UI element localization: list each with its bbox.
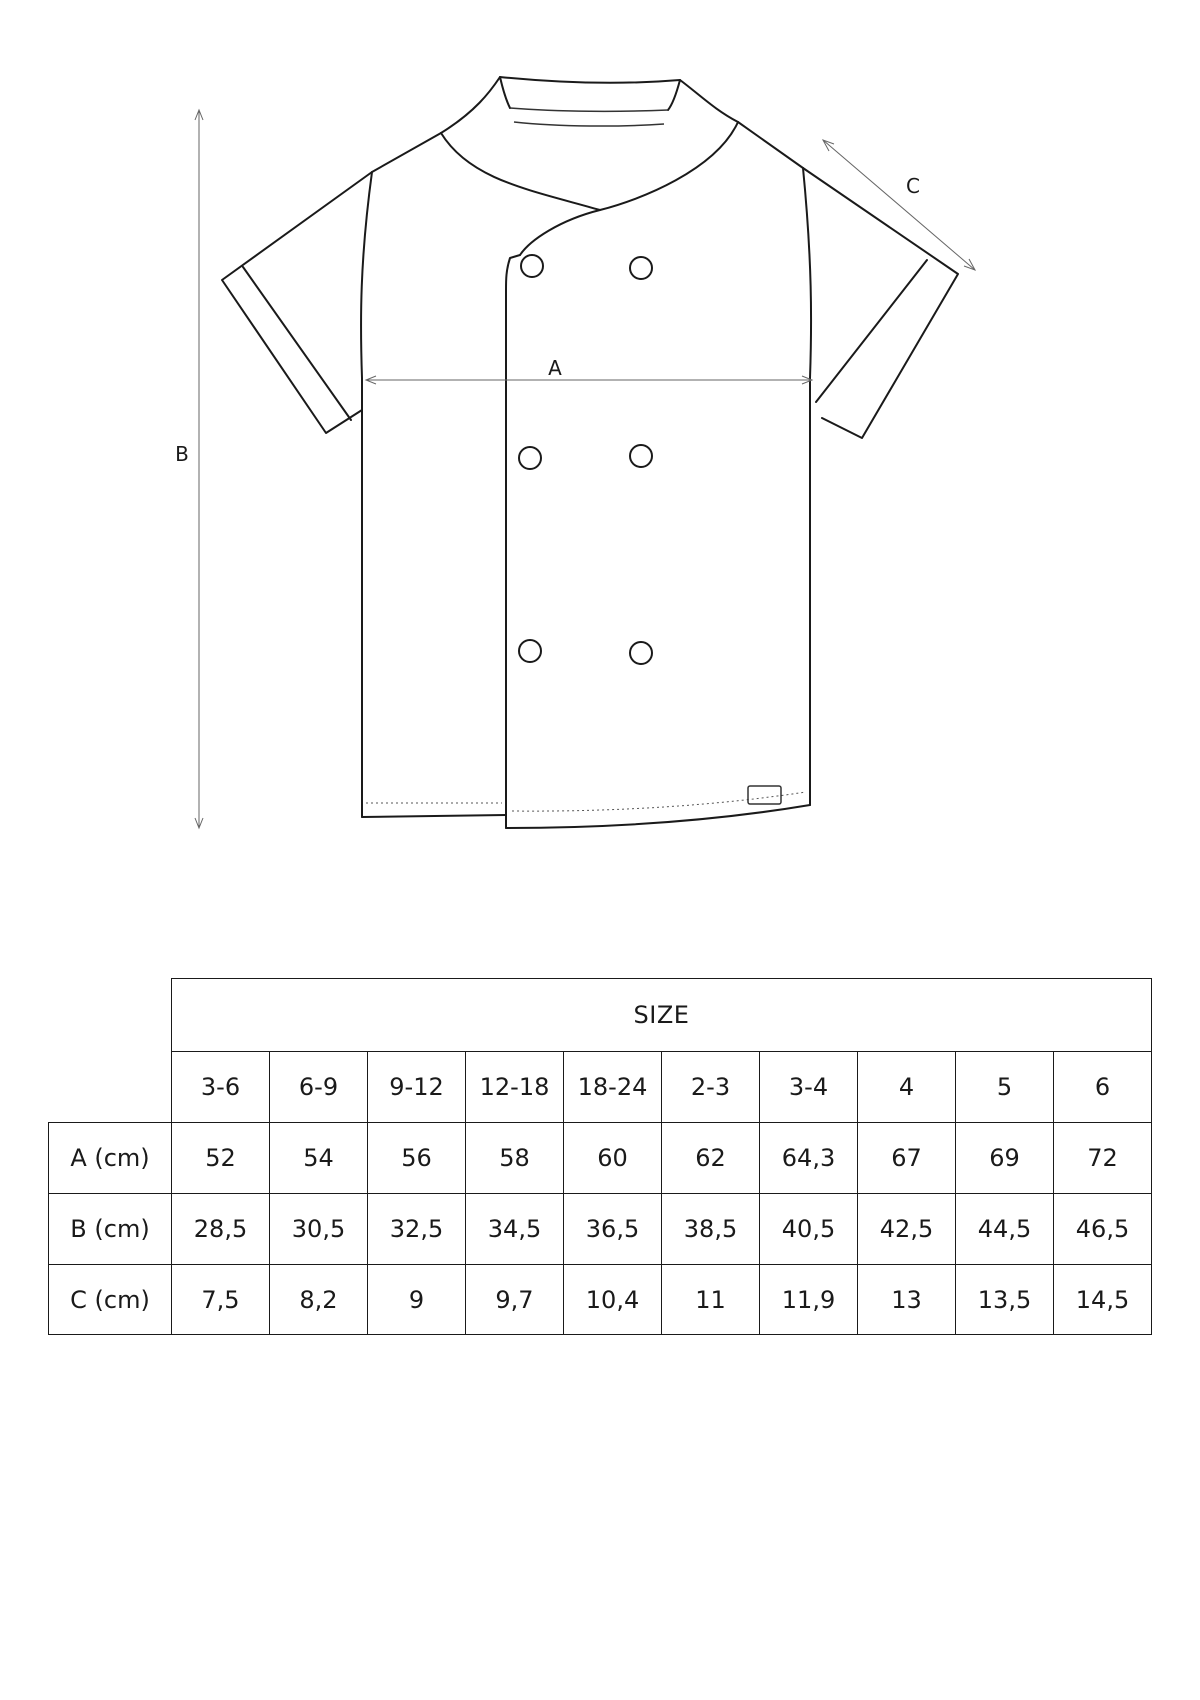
table-cell: 11 xyxy=(662,1265,760,1335)
table-cell: 67 xyxy=(858,1123,956,1194)
table-cell: 40,5 xyxy=(760,1194,858,1265)
dimension-c xyxy=(823,140,975,270)
table-cell: 13,5 xyxy=(956,1265,1054,1335)
size-header-cell: 2-3 xyxy=(662,1052,760,1123)
table-cell: 34,5 xyxy=(466,1194,564,1265)
table-cell: 9 xyxy=(368,1265,466,1335)
table-cell: 54 xyxy=(270,1123,368,1194)
chef-jacket-outline xyxy=(222,77,958,828)
size-header-cell: 18-24 xyxy=(564,1052,662,1123)
table-cell: 60 xyxy=(564,1123,662,1194)
table-cell: 58 xyxy=(466,1123,564,1194)
table-cell: 62 xyxy=(662,1123,760,1194)
dimension-c-label: C xyxy=(906,174,920,198)
row-label: C (cm) xyxy=(49,1265,172,1335)
table-corner xyxy=(49,979,172,1052)
table-cell: 9,7 xyxy=(466,1265,564,1335)
table-cell: 56 xyxy=(368,1123,466,1194)
table-cell: 30,5 xyxy=(270,1194,368,1265)
size-header-row xyxy=(49,1052,1152,1123)
dimension-b xyxy=(175,110,203,828)
button xyxy=(519,640,541,662)
label-tag xyxy=(748,786,781,804)
size-header-cell: 6-9 xyxy=(270,1052,368,1123)
table-cell: 42,5 xyxy=(858,1194,956,1265)
table-cell: 38,5 xyxy=(662,1194,760,1265)
dimension-a-label: A xyxy=(548,356,562,380)
button xyxy=(630,642,652,664)
size-header-cell: 3-4 xyxy=(760,1052,858,1123)
button xyxy=(630,445,652,467)
table-cell: 32,5 xyxy=(368,1194,466,1265)
table-cell: 36,5 xyxy=(564,1194,662,1265)
table-cell: 10,4 xyxy=(564,1265,662,1335)
dimension-b-label: B xyxy=(175,442,189,466)
button xyxy=(519,447,541,469)
row-label: A (cm) xyxy=(49,1123,172,1194)
size-header-cell: 3-6 xyxy=(172,1052,270,1123)
table-cell: 28,5 xyxy=(172,1194,270,1265)
size-header-cell: 4 xyxy=(858,1052,956,1123)
table-row xyxy=(49,1194,1152,1265)
dimension-a xyxy=(366,356,812,384)
button xyxy=(521,255,543,277)
size-header-cell: 12-18 xyxy=(466,1052,564,1123)
table-cell: 8,2 xyxy=(270,1265,368,1335)
size-header-cell: 9-12 xyxy=(368,1052,466,1123)
table-cell: 11,9 xyxy=(760,1265,858,1335)
size-caption: SIZE xyxy=(172,979,1152,1052)
button xyxy=(630,257,652,279)
table-row xyxy=(49,1123,1152,1194)
table-cell: 13 xyxy=(858,1265,956,1335)
table-cell: 69 xyxy=(956,1123,1054,1194)
size-header-cell: 6 xyxy=(1054,1052,1152,1123)
table-cell: 14,5 xyxy=(1054,1265,1152,1335)
size-header-cell: 5 xyxy=(956,1052,1054,1123)
table-cell: 64,3 xyxy=(760,1123,858,1194)
table-row xyxy=(49,1265,1152,1335)
table-cell: 44,5 xyxy=(956,1194,1054,1265)
size-chart-table xyxy=(48,978,1152,1335)
table-corner xyxy=(49,1052,172,1123)
table-cell: 46,5 xyxy=(1054,1194,1152,1265)
table-cell: 52 xyxy=(172,1123,270,1194)
table-cell: 7,5 xyxy=(172,1265,270,1335)
row-label: B (cm) xyxy=(49,1194,172,1265)
table-cell: 72 xyxy=(1054,1123,1152,1194)
buttons xyxy=(519,255,652,664)
